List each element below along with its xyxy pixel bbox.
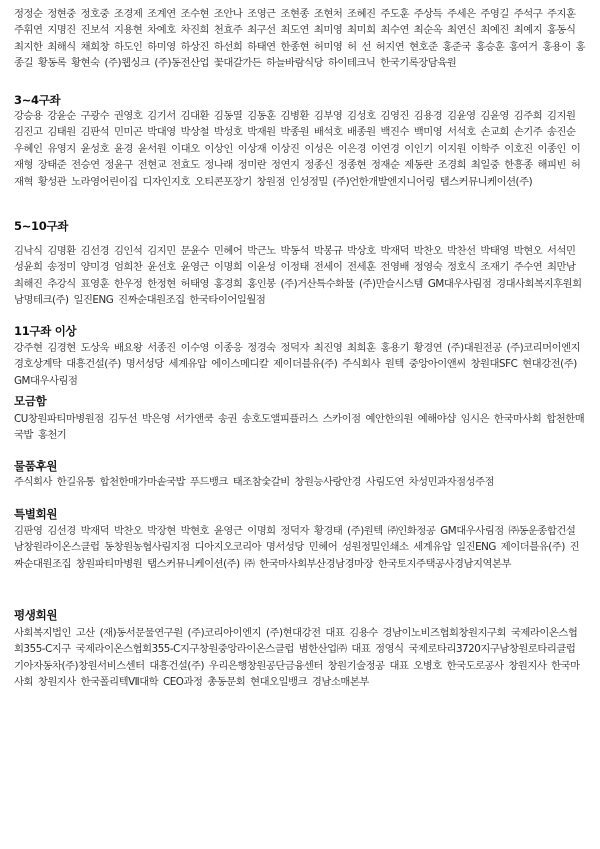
section-heading-5-10: 5~10구좌 [14, 219, 69, 233]
section-heading-11-plus: 11구좌 이상 [14, 324, 77, 338]
section-heading-in-kind: 물품후원 [14, 459, 58, 473]
section-body-special-members: 김판영 김선경 박재덕 박찬오 박장현 박현호 윤영근 이명희 정덕자 황경태 (주)원텍 ㈜인화정공 GM대우사림점 ㈜동운종합건설 남창원라이온스클럽 동창원농협사림지점 디아지오코리아 명서성당 민혜어 성원정밀인쇄소 세계유압 일진ENG 제이더블유(주) 진짜순대원조집 창원파티마병원 탭스커뮤니케이션(주) ㈜ 한국마사회부산경남경마장 한국토지주택공사경남지역본부 [14, 525, 580, 570]
section-heading-lifetime-members: 평생회원 [14, 608, 58, 622]
section-body-donation-box: CU창원파티마병원점 김두선 박은영 서가앤쿡 송권 송호도앨피플러스 스카이점 예안한의원 예해야샵 임시은 한국마사회 합천한매국밥 홍천기 [14, 413, 585, 442]
section-body-3-4: 강승용 강윤순 구광수 권영호 김기서 김대환 김동열 김동훈 김병환 김부영 김성호 김영진 김용경 김윤영 김윤영 김주희 김지원 김진고 김태원 김판석 민미곤 박대영 박상철 박성호 박재원 박종원 배석호 배종원 백진수 백미영 서석호 손교희 손기주 송진순 우혜인 유영지 윤성호 윤경 윤서원 이대오 이상인 이상재 이상진 이성은 이은경 이연경 이인기 이지원 이학주 이호진 이종인 이재형 장태준 전승연 정윤구 전현교 전효도 정나래 정미란 정연지 정종신 정종현 정재순 제동란 조경희 최일중 한흥종 해피빈 허재혁 황성관 노라영어린이집 디자인지호 오티콘포장기 창원점 인성정밀 (주)언한개발엔지니어링 탭스커뮤니케이션(주) [14, 110, 581, 188]
section-heading-donation-box: 모금함 [14, 394, 47, 408]
donor-list-top: 정정순 정현중 정호중 조경제 조계연 조수현 조안나 조영근 조현종 조현처 조혜진 주도훈 주상득 주세은 주영길 주석구 주지훈 주휘연 지명진 진보석 지용현 차예호 차진희 천효주 최구선 최도연 최미영 최미희 최수연 최순옥 최연신 최예진 최예지 홍동식 최지한 최해식 채희창 하도인 하미영 하상진 하선희 하태연 한종현 허미영 허 선 허지연 현호준 홍준국 홍승훈 홍여거 홍용이 홍종길 황동록 황현숙 (주)웹싱크 (주)동전산업 꽃대갈가든 하늘바람식당 하이테크닉 한국기록장담육원 [14, 8, 586, 70]
section-heading-special-members: 특별회원 [14, 507, 58, 521]
section-body-lifetime-members: 사회복지법인 고산 (재)동서문물연구원 (주)코리아이엔지 (주)현대강전 대표 김용수 경남이노비즈협회창원지구회 국제라이온스협회355-C지구 국제라이온스협회355-C지구창원중앙라이온스클럽 범한산업㈜ 대표 정영식 국제로타리3720지구남창원로타리클럽 기아자동차(주)창원서비스센터 대흥건설(주) 우리은행창원공단금융센터 창원기술정공 대표 오병호 한국도로공사 창원지사 한국마사회 창원지사 한국폴리텍Ⅶ대학 CEO과정 총동문회 현대오일뱅크 경남소매본부 [14, 627, 580, 689]
section-heading-3-4: 3~4구좌 [14, 93, 61, 107]
section-body-5-10: 김낙식 김명환 김선경 김인석 김지민 문윤수 민혜어 박근노 박동석 박봉규 박상호 박재덕 박찬오 박찬선 박태영 박현오 서석민 성윤희 송정미 양미경 엄희찬 윤선호 윤영근 이명희 이윤성 이정태 전세이 전세훈 전영배 정영숙 정호식 조재기 주수연 최만남 최해진 추강식 표영훈 한우정 한정현 허태영 홍경희 홍인봉 (주)거산특수화물 (주)만슬시스템 GM대우사림점 경대사회복지후원회 남명테크(주) 일진ENG 진짜순대원조집 한국타이어일월점 [14, 245, 582, 307]
section-body-11-plus: 강주현 김경현 도상욱 배요왕 서종진 이수영 이종응 정경숙 정덕자 최진영 최희훈 홍용기 황경연 (주)대원전공 (주)코리머이엔지 경호상계탁 대흥건설(주) 명서성당 세계유압 에이스메디칼 제이더블유(주) 주식회사 원텍 중앙아이앤씨 창원대SFC 현대강전(주) GM대우사림점 [14, 342, 581, 387]
section-body-in-kind: 주식회사 한길유통 합천한매가마솥국밥 푸드뱅크 태조참숯갈비 창원능사랑안경 사림도연 차성민과자점성주점 [14, 476, 495, 488]
